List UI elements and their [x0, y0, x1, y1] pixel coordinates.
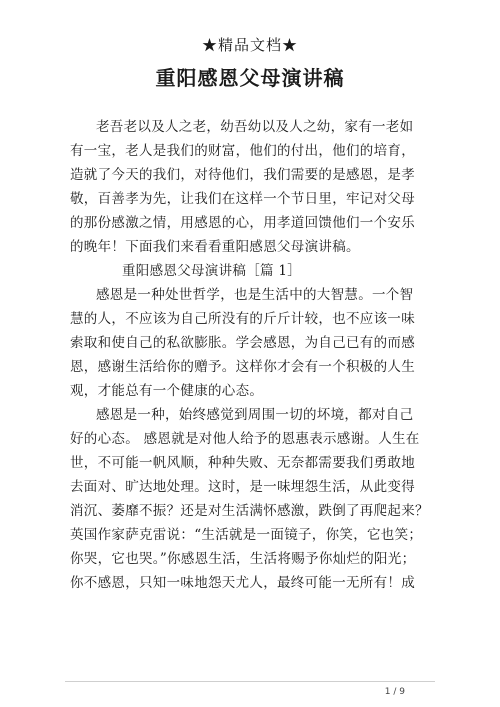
paragraph-line: 英国作家萨克雷说：“生活就是一面镜子，你笑，它也笑；: [70, 527, 423, 543]
paragraph-line: 你不感恩，只知一味地怨天尤人，最终可能一无所有！成: [70, 575, 415, 591]
page-number: 1 / 9: [384, 687, 405, 697]
paragraph-line: 的晚年！下面我们来看看重阳感恩父母演讲稿。: [70, 239, 360, 255]
paragraph-line: 慧的人，不应该为自己所没有的斤斤计较，也不应该一味: [70, 311, 415, 327]
paragraph-line: 敬，百善孝为先，让我们在这样一个节日里，牢记对父母: [70, 191, 415, 207]
document-body: [70, 115, 432, 595]
paragraph-line: 索取和使自己的私欲膨胀。学会感恩，为自己已有的而感: [70, 335, 415, 351]
paragraph-line: 恩，感谢生活给你的赠予。这样你才会有一个积极的人生: [70, 359, 415, 375]
paragraph-line: 消沉、萎靡不振？还是对生活满怀感激，跌倒了再爬起来？: [70, 503, 429, 519]
paragraph-line: 你哭，它也哭。”你感恩生活，生活将赐予你灿烂的阳光；: [70, 551, 416, 567]
paragraph-line: 造就了今天的我们，对待他们，我们需要的是感恩，是孝: [70, 167, 415, 183]
paragraph-line: 好的心态。 感恩就是对他人给予的恩惠表示感谢。人生在: [70, 431, 420, 447]
paragraph-line: 感恩是一种处世哲学，也是生活中的大智慧。一个智: [96, 287, 414, 303]
paragraph-line: 有一宝，老人是我们的财富，他们的付出，他们的培育，: [70, 143, 415, 159]
section-heading: 重阳感恩父母演讲稿［篇 1］: [122, 263, 302, 279]
paragraph-line: 老吾老以及人之老，幼吾幼以及人之幼，家有一老如: [96, 119, 414, 135]
footer-divider: [65, 681, 435, 682]
document-title: 重阳感恩父母演讲稿: [155, 66, 345, 90]
paragraph-line: 感恩是一种，始终感觉到周围一切的坏境，都对自己: [96, 407, 414, 423]
paragraph-line: 的那份感激之情，用感恩的心，用孝道回馈他们一个安乐: [70, 215, 415, 231]
header-mark: ★精品文档★: [201, 36, 298, 54]
paragraph-line: 世，不可能一帆风顺，种种失败、无奈都需要我们勇敢地: [70, 455, 415, 471]
paragraph-line: 观，才能总有一个健康的心态。: [70, 383, 264, 399]
paragraph-line: 去面对、旷达地处理。这时，是一味埋怨生活，从此变得: [70, 479, 415, 495]
